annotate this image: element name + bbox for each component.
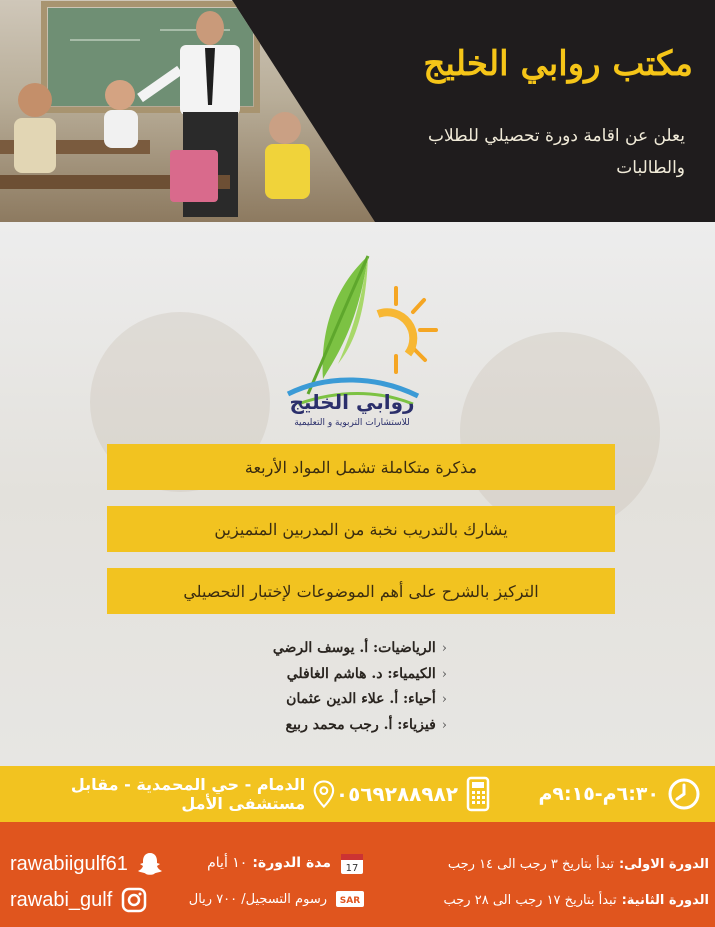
location[interactable] <box>0 766 335 822</box>
page-subtitle: يعلن عن اقامة دورة تحصيلي للطلاب والطالبات <box>427 126 685 178</box>
contact-phone[interactable] <box>336 766 490 822</box>
logo-tagline: للاستشارات التربوية و التعليمية <box>294 418 410 428</box>
instagram-link[interactable] <box>10 880 148 920</box>
chevron-left-icon: ‹ <box>441 692 447 707</box>
feature-box: التركيز بالشرح على أهم الموضوعات لإختبار التحصيلي <box>107 568 615 614</box>
chevron-left-icon: ‹ <box>441 717 447 733</box>
location-text: الدمام - حي المحمدية - مقابل مستشفى الأمل <box>70 775 306 813</box>
snapchat-icon <box>136 850 164 878</box>
info-bar <box>0 766 715 822</box>
header-banner <box>0 0 715 222</box>
calendar-day: 17 <box>345 863 359 874</box>
teachers-list <box>207 636 447 738</box>
snapchat-link[interactable] <box>10 844 164 884</box>
course-duration <box>207 843 365 883</box>
page-title: مكتب روابي الخليج <box>423 44 693 84</box>
chevron-left-icon: ‹ <box>441 666 447 682</box>
background-figure <box>460 332 660 532</box>
time-text: ٦:٣٠م-٩:١٥م <box>538 783 659 805</box>
currency-badge: SAR <box>339 896 361 906</box>
phone-icon <box>466 776 490 812</box>
instagram-handle: rawabi_gulf <box>10 888 113 911</box>
session-1-label: الدورة الاولى: <box>618 856 709 872</box>
teacher-item <box>207 662 447 688</box>
feature-box: يشارك بالتدريب نخبة من المدربين المتميزين <box>107 506 615 552</box>
clock-icon <box>667 777 701 811</box>
duration-value: ١٠ أيام <box>207 855 248 871</box>
session-1 <box>448 844 709 884</box>
logo-name: روابي الخليج <box>289 390 415 414</box>
content-area <box>0 222 715 766</box>
session-2-label: الدورة الثانية: <box>621 892 709 908</box>
feature-box: مذكرة متكاملة تشمل المواد الأربعة <box>107 444 615 490</box>
teacher-item <box>207 713 447 739</box>
chevron-left-icon: ‹ <box>441 641 447 656</box>
footer-details <box>0 822 715 927</box>
schedule-time <box>538 766 701 822</box>
teacher-text: الكيمياء: د. هاشم الغافلي <box>286 665 436 682</box>
teacher-text: فيزياء: أ. رجب محمد ربيع <box>285 716 436 733</box>
registration-fee <box>189 879 365 919</box>
classroom-photo <box>0 0 715 222</box>
location-pin-icon <box>313 777 335 811</box>
duration-label: مدة الدورة: <box>252 855 331 871</box>
session-2-text: تبدأ بتاريخ ١٧ رجب الى ٢٨ رجب <box>443 892 617 908</box>
fee-text: رسوم التسجيل/ ٧٠٠ ريال <box>188 891 327 907</box>
instagram-icon <box>120 886 148 914</box>
calendar-icon <box>339 850 365 876</box>
teacher-text: الرياضيات: أ. يوسف الرضي <box>272 640 436 656</box>
sar-badge-icon <box>335 889 365 909</box>
teacher-text: أحياء: أ. علاء الدين عثمان <box>286 691 436 707</box>
session-2 <box>444 880 710 920</box>
session-1-text: تبدأ بتاريخ ٣ رجب الى ١٤ رجب <box>447 856 614 872</box>
phone-text: ٠٥٦٩٢٨٨٩٨٢ <box>335 782 458 806</box>
teacher-item <box>207 636 447 662</box>
teacher-item <box>207 687 447 713</box>
snapchat-handle: rawabiigulf61 <box>10 852 128 875</box>
